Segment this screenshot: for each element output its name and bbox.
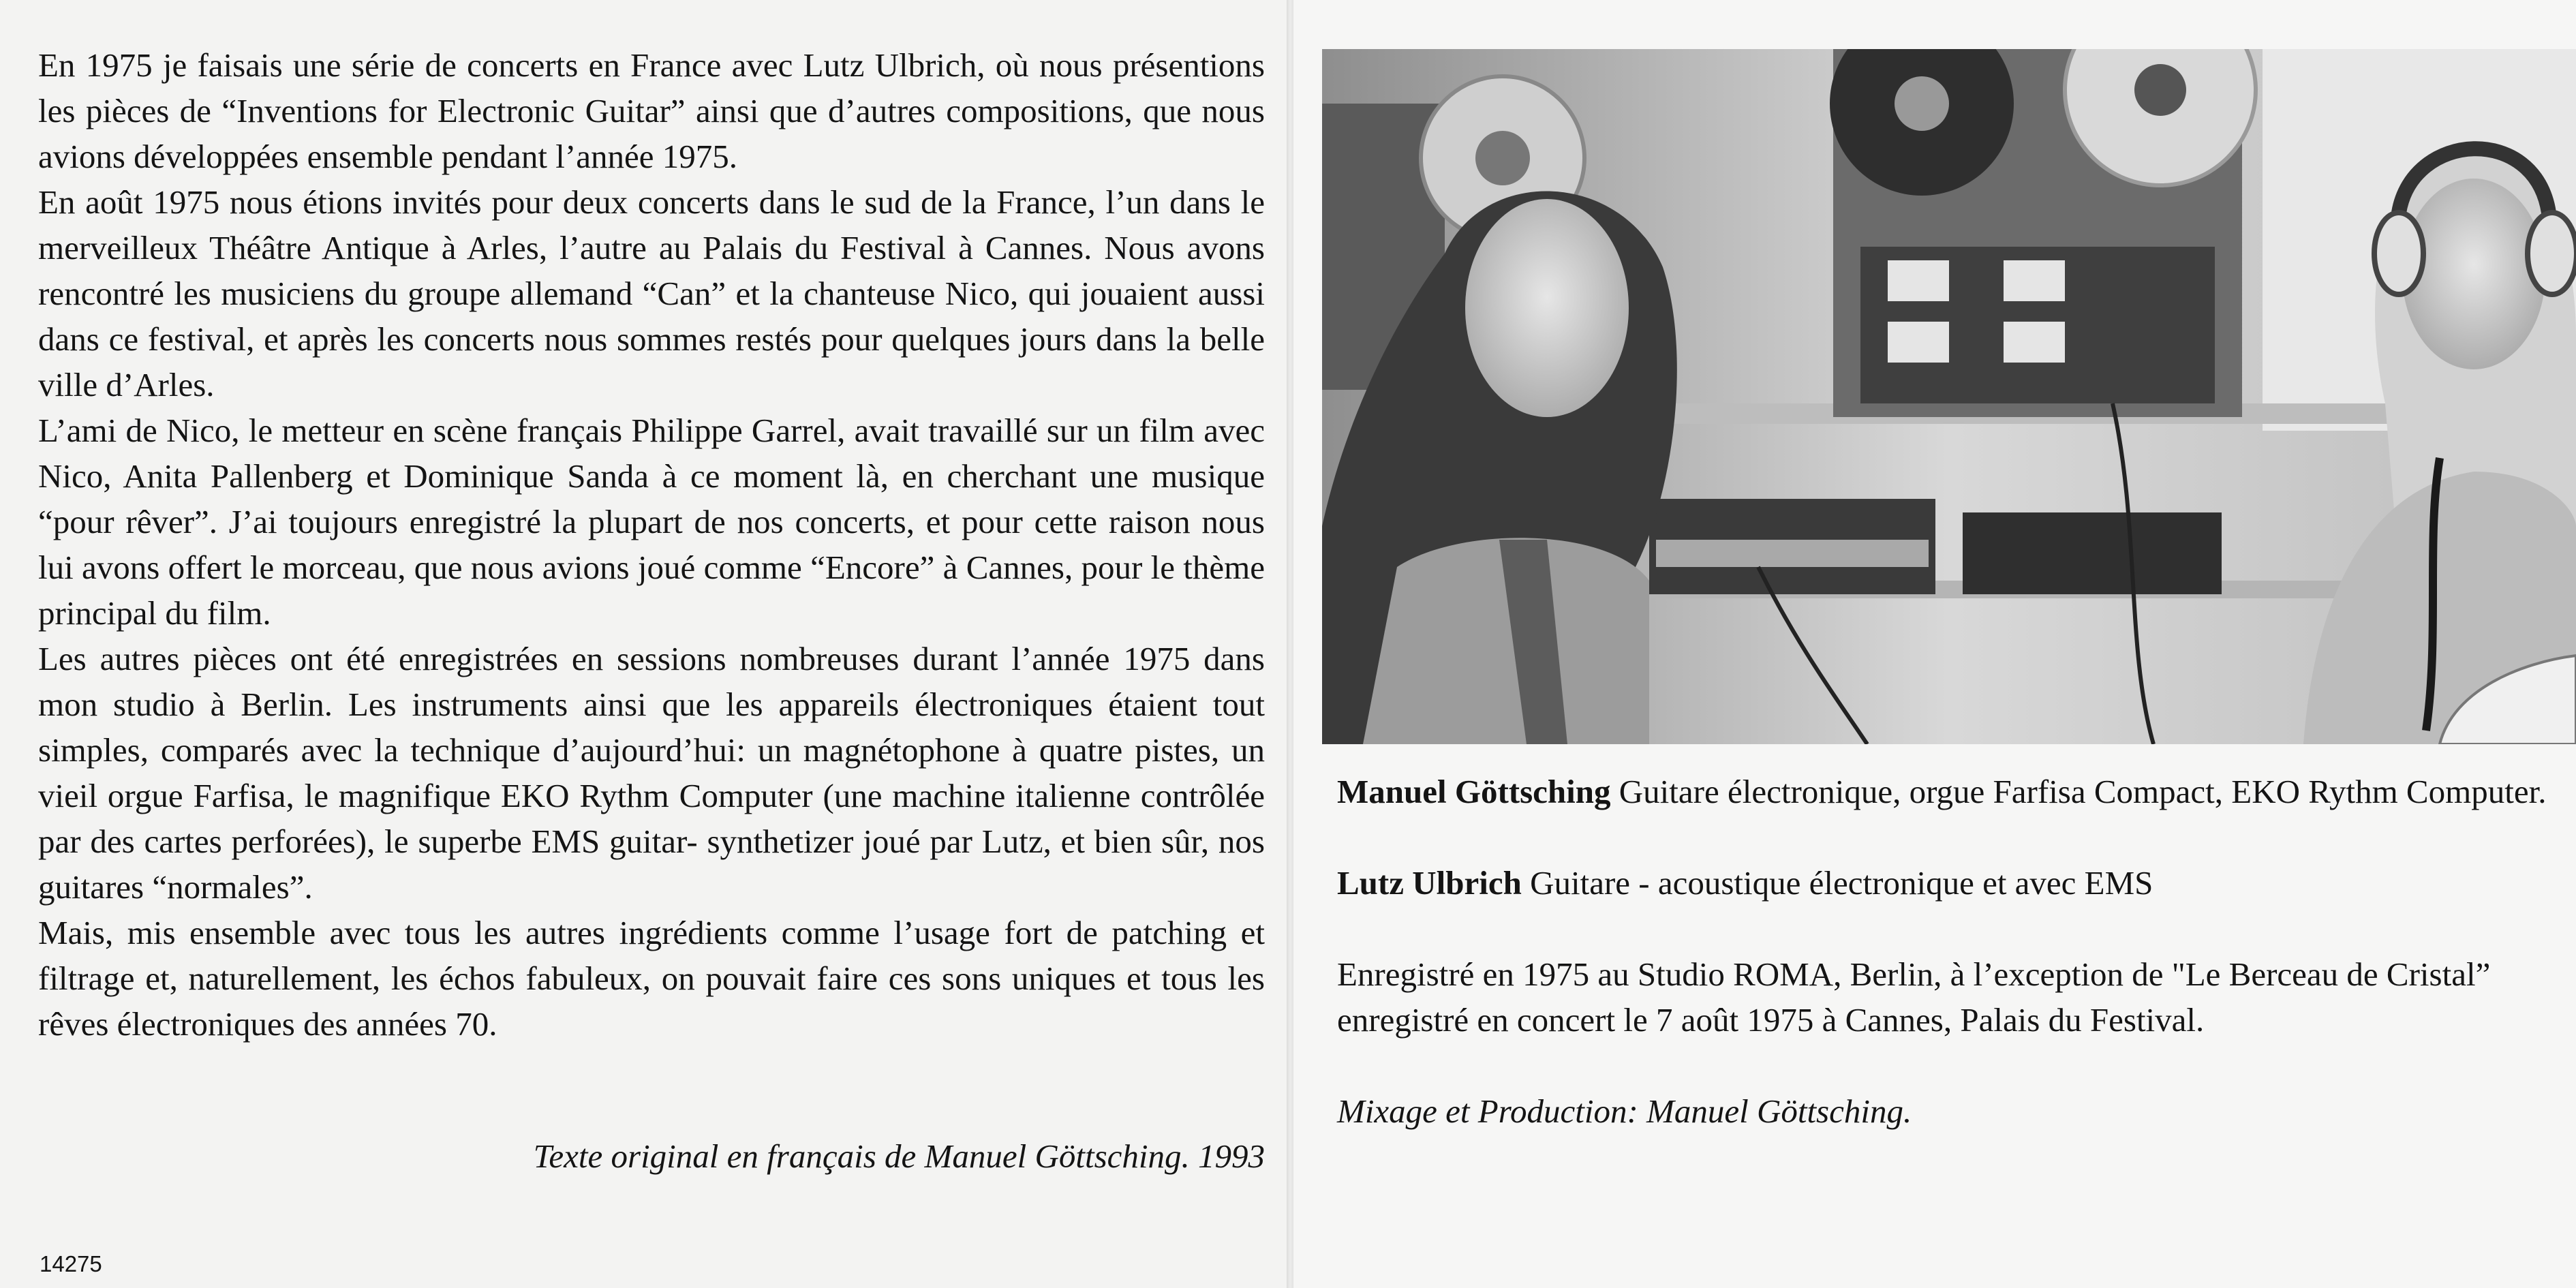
credit-role-lutz: Guitare - acoustique électronique et avec EMS xyxy=(1521,864,2153,902)
right-page xyxy=(1293,0,2576,1288)
paragraph-3: L’ami de Nico, le metteur en scène français Philippe Garrel, avait travaillé sur un film avec Nico, Anita Pallenberg et Dominique Sanda à ce moment là, en cherchant une musique “pour rêver”. J’ai toujours enregistré la plupart de nos concerts, et pour cette raison nous lui avons offert le morceau, que nous avions joué comme “Encore” à Cannes, pour le thème principal du film. xyxy=(38,412,1265,632)
paragraph-2: En août 1975 nous étions invités pour deux concerts dans le sud de la France, l’un dans le merveilleux Théâtre Antique à Arles, l’autre au Palais du Festival à Cannes. Nous avons rencontré les musiciens du groupe allemand “Can” et la chanteuse Nico, qui jouaient aussi dans ce festival, et après les concerts nous sommes restés pour quelques jours dans la belle ville d’Arles. xyxy=(38,183,1265,403)
paragraph-4: Les autres pièces ont été enregistrées en sessions nombreuses durant l’année 1975 dans mon studio à Berlin. Les instruments ainsi que les appareils électroniques étaient tout simples, comparés avec la technique d’aujourd’hui: un magnétophone à quatre pistes, un vieil orgue Farfisa, le magnifique EKO Rythm Computer (une machine italienne contrôlée par des cartes perforées), le superbe EMS guitar- synthetizer joué par Lutz, et bien sûr, nos guitares “normales”. xyxy=(38,640,1265,906)
signature-line: Texte original en français de Manuel Göttsching. 1993 xyxy=(533,1137,1265,1175)
studio-photo-illustration xyxy=(1322,49,2576,744)
credits-block xyxy=(1337,769,2550,1180)
credit-manuel xyxy=(1337,769,2550,814)
credit-name-lutz: Lutz Ulbrich xyxy=(1337,864,1522,902)
credit-name-manuel: Manuel Göttsching xyxy=(1337,773,1611,810)
credit-role-manuel: Guitare électronique, orgue Farfisa Compact, EKO Rythm Computer. xyxy=(1610,773,2547,810)
booklet-fold xyxy=(1287,0,1293,1288)
left-page xyxy=(0,0,1287,1288)
recording-note: Enregistré en 1975 au Studio ROMA, Berlin, à l’exception de "Le Berceau de Cristal” enregistré en concert le 7 août 1975 à Cannes, Palais du Festival. xyxy=(1337,955,2491,1039)
credit-lutz xyxy=(1337,860,2550,906)
production-note: Mixage et Production: Manuel Göttsching. xyxy=(1337,1092,1912,1130)
paragraph-1: En 1975 je faisais une série de concerts en France avec Lutz Ulbrich, où nous présentions les pièces de “Inventions for Electronic Guitar” ainsi que d’autres compositions, que nous avions développées ensemble pendant l’année 1975. xyxy=(38,46,1265,175)
paragraph-5: Mais, mis ensemble avec tous les autres ingrédients comme l’usage fort de patching et filtrage et, naturellement, les échos fabuleux, on pouvait faire ces sons uniques et tous les rêves électroniques des années 70. xyxy=(38,914,1265,1043)
studio-photo xyxy=(1322,49,2576,744)
liner-notes-text xyxy=(38,42,1265,1047)
catalog-number: 14275 xyxy=(40,1251,102,1276)
